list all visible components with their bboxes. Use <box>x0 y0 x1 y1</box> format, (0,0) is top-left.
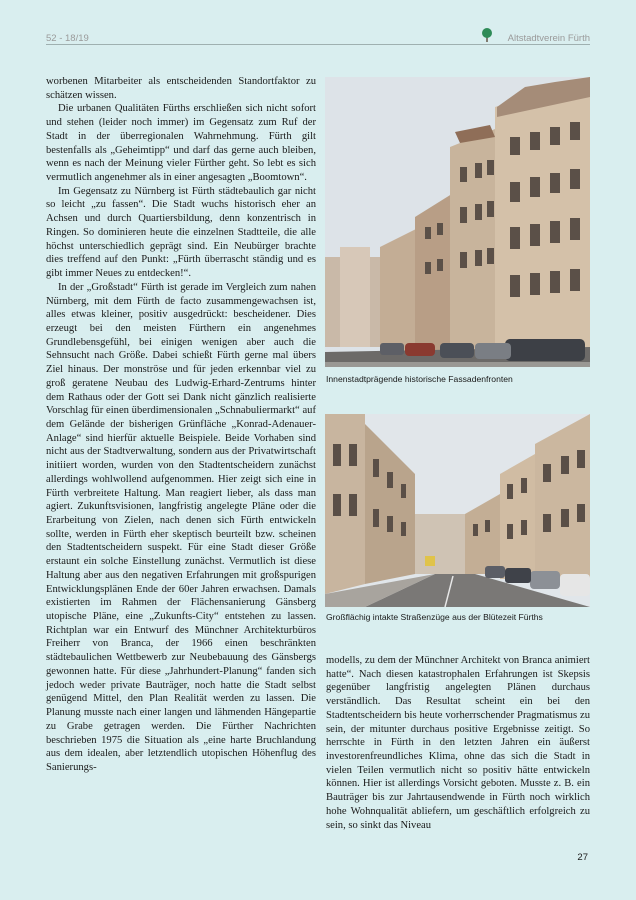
photo-caption: Innenstadtprägende historische Fassadenfronten <box>326 374 513 384</box>
paragraph: worbenen Mitarbeiter als entscheidenden Standortfaktor zu schätzen wissen. <box>46 76 316 101</box>
photo-caption: Großflächig intakte Straßenzüge aus der Blütezeit Fürths <box>326 612 543 622</box>
header-rule <box>46 44 590 45</box>
text-column-left <box>46 75 316 775</box>
street-photo-streetscape <box>325 414 590 607</box>
paragraph: modells, zu dem der Münchner Architekt von Branca animiert hatte“. Nach diesen katastrophalen Erfahrungen ist Skepsis gegenüber langfristig angelegten Plänen durchaus verständlich. Das Resultat scheint ein bei den Stadtentscheidern bis heute vorherrschender Pragmatismus zu sein, der mitunter durchaus positive Ergebnisse zeitigt. So herrschte in Fürth in den letzten Jahren ein äußerst investorenfreundliches Klima, ohne das sich die Stadt in vielen Teilen vermutlich nicht so positiv hätte entwickeln können. Hier ist allerdings Vorsicht geboten. Musste z. B. ein Bauträger bis zur Jahrtausendwende in Fürth noch wirklich hohe Wohnqualität abliefern, um geschäftlich erfolgreich zu sein, so sinkt das Niveau <box>326 655 590 831</box>
text-column-right <box>326 654 590 832</box>
tree-icon <box>481 27 493 43</box>
paragraph: In der „Großstadt“ Fürth ist gerade im Vergleich zum nahen Nürnberg, mit dem Fürth de facto zusammengewachsen ist, alles etwas kleiner, positiv ausgedrückt: bescheidener. Dies erzeugt bei den meisten Fürthern ein angenehmes Grundlebensgefühl, bei einigen wenigen aber auch die Sehnsucht nach Größe. Dabei schießt Fürth gerne mal übers Ziel hinaus. Der monströse und für jeden erkennbar viel zu groß geratene Neubau des Ludwig-Erhard-Zentrums hinter dem Rathaus oder der Gott sei Dank nicht gänzlich realisierte Vorschlag für einen überdimensionalen „Schnabuliermarkt“ auf dem Gelände der bisherigen Grünfläche „Konrad-Adenauer-Anlage“ sind hierfür aktuelle Beispiele. Beide Vorhaben sind nicht aus der Stadtverwaltung, sondern aus der Privatwirtschaft initiiert worden, wurden von den Stadtentscheidern zunächst allerdings wohlwollend aufgenommen. Hier zeigt sich eine in Fürth verbreitete Haltung. Man reagiert lieber, als dass man agiert. Zukunftsvisionen, langfristig angelegte Pläne oder die Erarbeitung von Zielen, nach denen sich Fürth entwickeln sollte, werden in Fürth eher skeptisch beurteilt bzw. scheinen den Stadtentscheidern suspekt. Für eine Stadt dieser Größe erstaunt ein solche Einstellung zunächst. Vermutlich ist diese Haltung aber aus den negativen Erfahrungen mit großspurigen Entwicklungsplänen Ende der 60er Jahren erwachsen. Damals existierten im Rahmen der Flächensanierung Gänsberg utopische Pläne, eine „Zukunfts-City“ entstehen zu lassen. Richtplan war ein Entwurf des Münchner Architekturbüros Freiherr von Branca, der 1966 einen beschränkten städtebaulichen Wettbewerb zur Neubebauung des Gänsbergs gewonnen hatte. Für diese „Jahrhundert-Planung“ fanden sich jedoch weder private Bauträger, noch hatte die Stadt selbst genügend Mittel, den Plan Realität werden zu lassen. Die Planung musste nach einer langen und lähmenden Hängepartie zu Grabe getragen werden. Die Fürther Nachrichten beschrieben 1975 die Situation als „eine harte Bruchlandung aus dem idealen, aber letztendlich utopischen Höhenflug des Sanierungs- <box>46 281 316 773</box>
street-photo-facades <box>325 77 590 367</box>
publisher-name: Altstadtverein Fürth <box>507 33 590 44</box>
paragraph: Die urbanen Qualitäten Fürths erschließen sich nicht sofort und stehen (leider noch immer) im Gegensatz zum Ruf der Stadt in der überregionalen Wahrnehmung. Fürth gilt bestenfalls als „Geheimtipp“ und darf das gerne auch bleiben, wenn es nach der Meinung vieler Fürther geht. So lebt es sich vermutlich angenehmer als in einer angesagten „Boomtown“. <box>46 103 316 184</box>
paragraph: Im Gegensatz zu Nürnberg ist Fürth städtebaulich gar nicht so leicht „zu fassen“. Die Stadt wuchs historisch eher an Achsen und durch Quartiersbildung, denn konzentrisch in Ringen. So dominieren heute die einzelnen Stadtteile, die alle höchst unterschiedlich geprägt sind. Ein Neubürger brachte dies treffend auf den Punkt: „Fürth überrascht ständig und es gibt immer Neues zu entdecken!“. <box>46 185 316 280</box>
issue-label: 52 - 18/19 <box>46 33 89 44</box>
page-number: 27 <box>577 852 588 863</box>
